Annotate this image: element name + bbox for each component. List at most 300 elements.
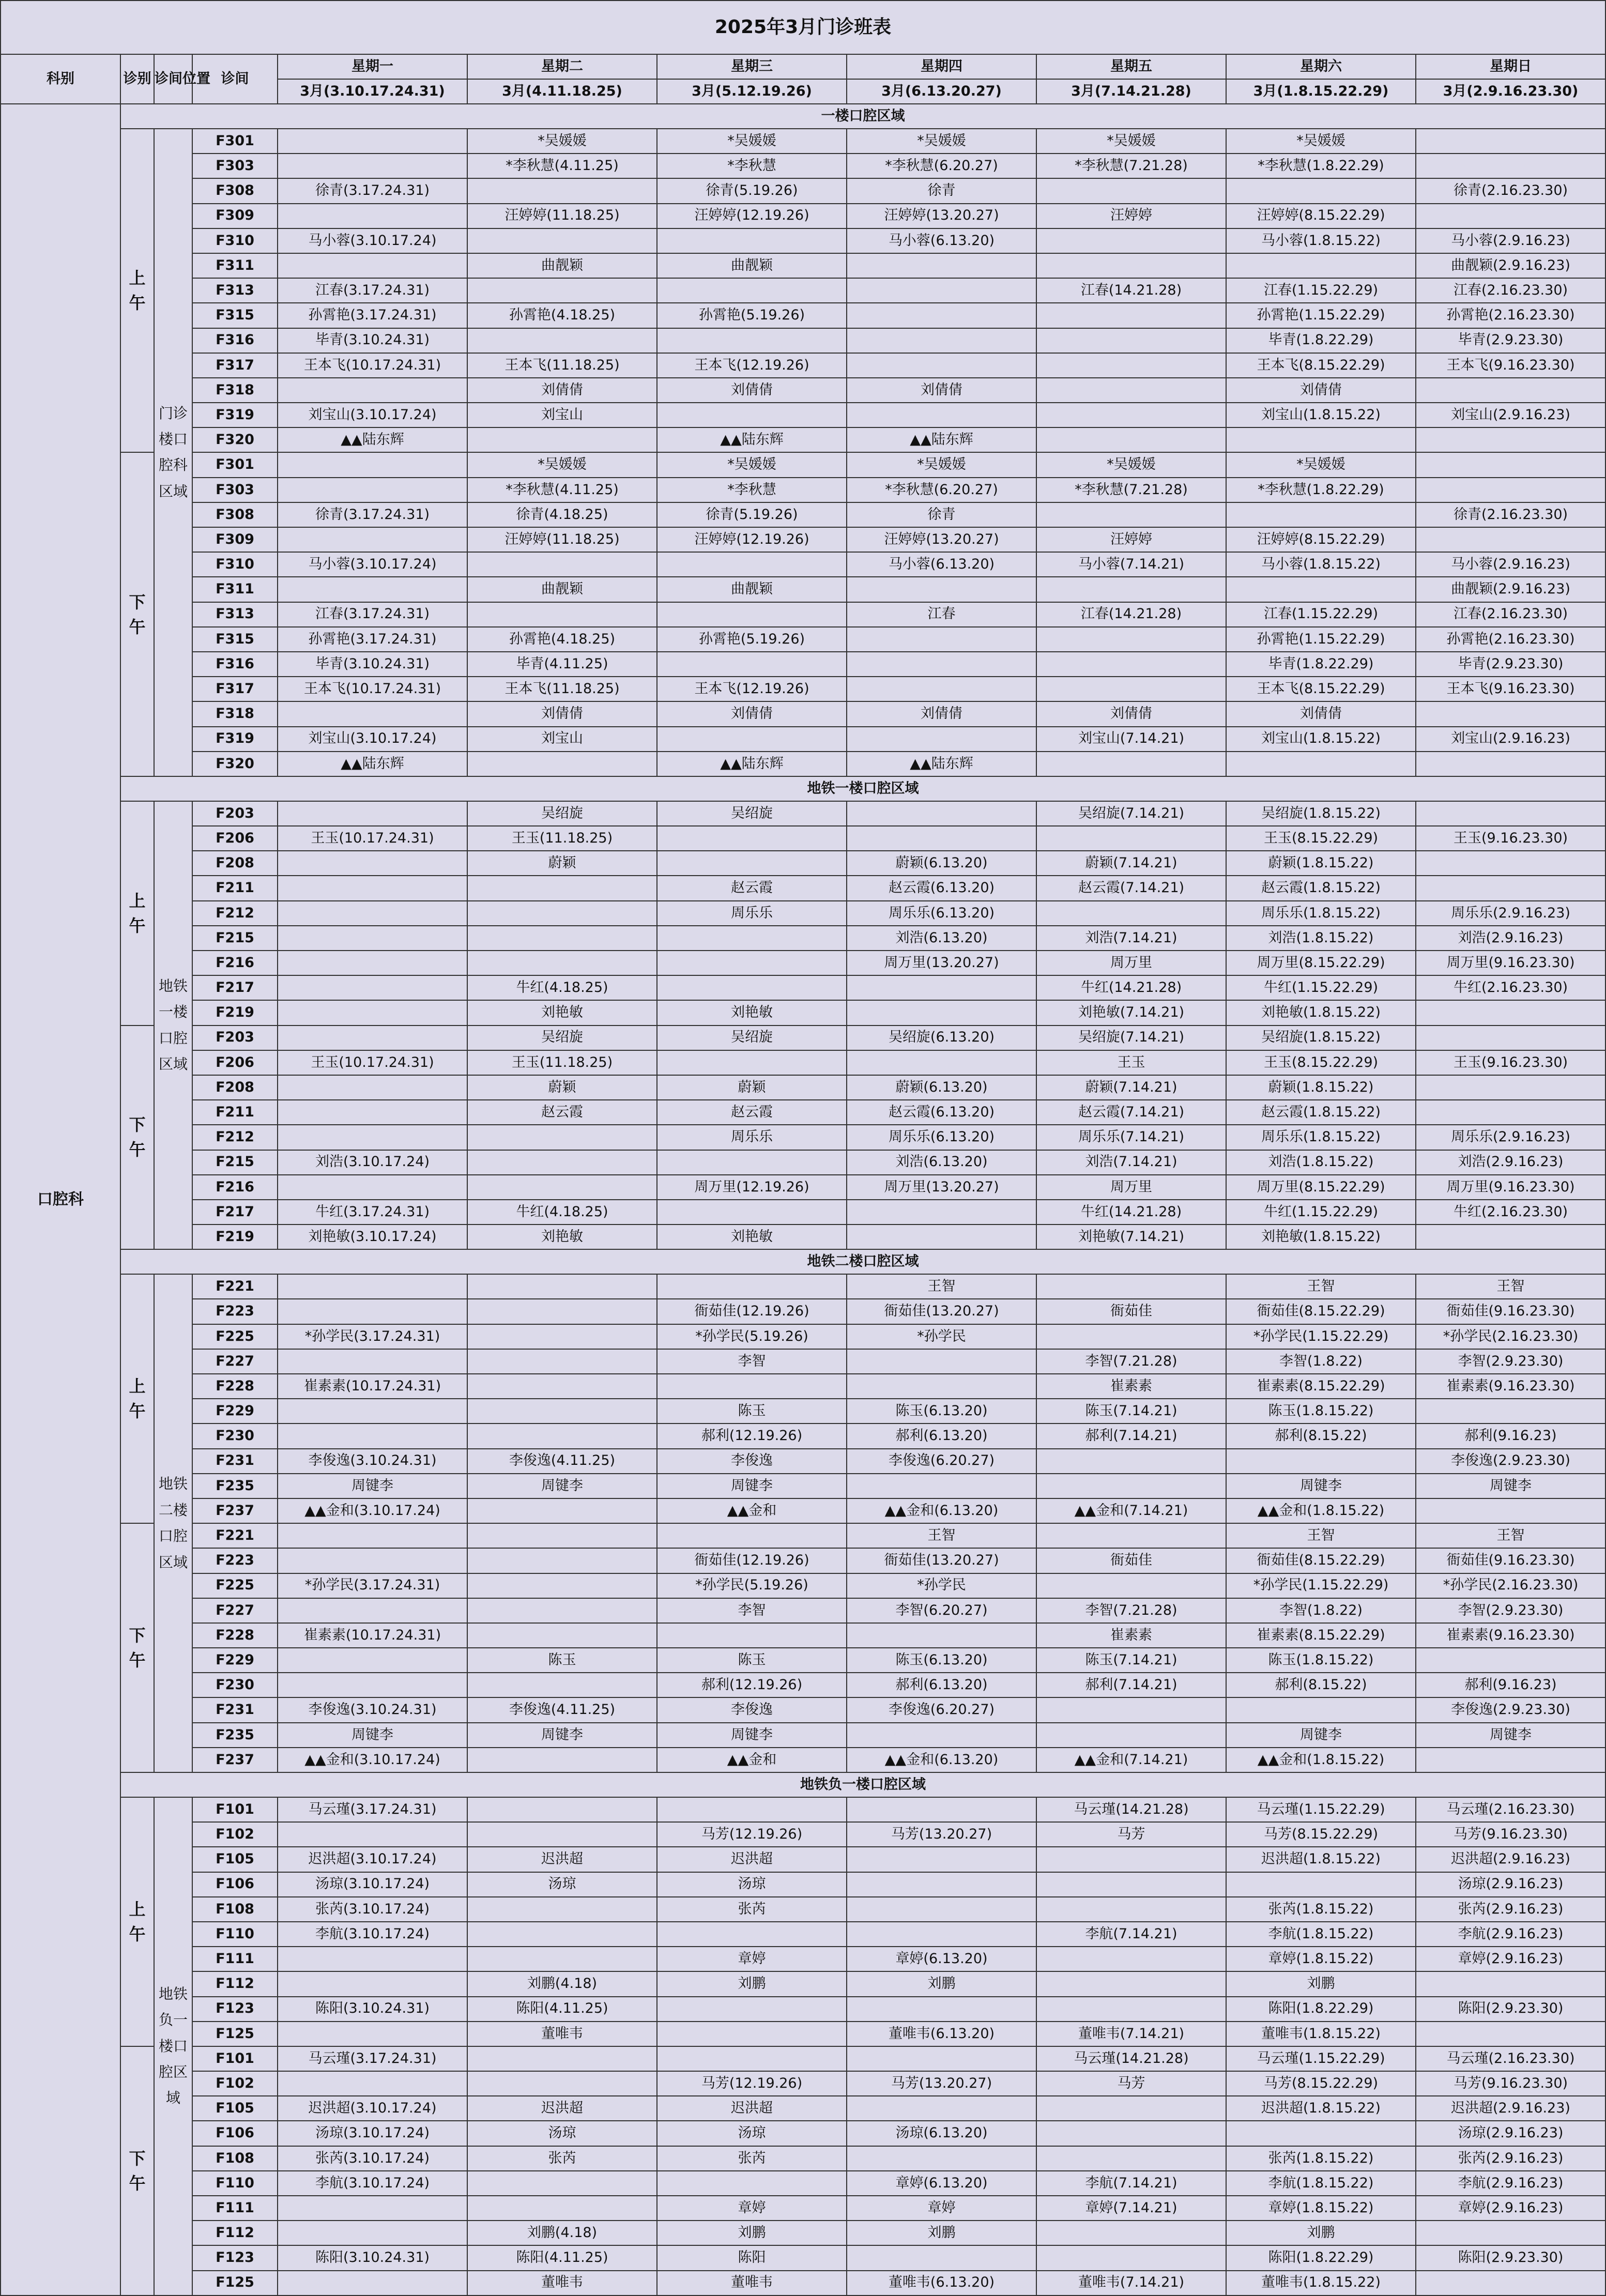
doctor-cell	[467, 752, 657, 776]
table-row	[1, 353, 1605, 378]
room-cell: F221	[192, 1274, 278, 1299]
doctor-cell: 马小蓉(1.8.15.22)	[1226, 552, 1416, 577]
doctor-cell	[1036, 228, 1226, 253]
doctor-cell	[467, 876, 657, 900]
doctor-cell: 衙茹佳(8.15.22.29)	[1226, 1548, 1416, 1573]
doctor-cell: 郝利(12.19.26)	[657, 1423, 847, 1448]
header-day-dates: 3月(1.8.15.22.29)	[1226, 79, 1416, 104]
room-cell: F108	[192, 1897, 278, 1922]
doctor-cell: 江春(2.16.23.30)	[1416, 278, 1605, 303]
room-cell: F301	[192, 452, 278, 477]
table-row	[1, 1374, 1605, 1399]
doctor-cell	[847, 1050, 1036, 1075]
doctor-cell	[278, 926, 467, 951]
room-cell: F228	[192, 1374, 278, 1399]
doctor-cell	[467, 1748, 657, 1772]
doctor-cell: 迟洪超	[467, 2096, 657, 2121]
doctor-cell	[278, 1523, 467, 1548]
doctor-cell	[1416, 427, 1605, 452]
doctor-cell	[1036, 1997, 1226, 2022]
room-cell: F125	[192, 2022, 278, 2046]
doctor-cell: 崔素素(9.16.23.30)	[1416, 1374, 1605, 1399]
table-row	[1, 552, 1605, 577]
doctor-cell: 周万里(9.16.23.30)	[1416, 1175, 1605, 1200]
table-row	[1, 2271, 1605, 2295]
doctor-cell	[467, 1623, 657, 1648]
session-label: 上午	[120, 1274, 154, 1523]
doctor-cell	[278, 1947, 467, 1971]
doctor-cell	[467, 2046, 657, 2071]
doctor-cell: 牛红(2.16.23.30)	[1416, 1200, 1605, 1224]
doctor-cell: ▲▲陆东辉	[278, 427, 467, 452]
room-cell: F217	[192, 975, 278, 1000]
doctor-cell: 徐青(4.18.25)	[467, 502, 657, 527]
doctor-cell: ▲▲金和(3.10.17.24)	[278, 1748, 467, 1772]
doctor-cell: 李俊逸(4.11.25)	[467, 1449, 657, 1474]
doctor-cell: 汪婷婷	[1036, 527, 1226, 552]
doctor-cell	[847, 303, 1036, 328]
table-row	[1, 2046, 1605, 2071]
doctor-cell: *吴媛媛	[467, 129, 657, 154]
table-row	[1, 452, 1605, 477]
room-cell: F313	[192, 602, 278, 627]
doctor-cell	[1036, 1573, 1226, 1598]
doctor-cell: 孙霄艳(3.17.24.31)	[278, 303, 467, 328]
room-cell: F223	[192, 1299, 278, 1324]
doctor-cell: 王本飞(11.18.25)	[467, 677, 657, 701]
doctor-cell	[1416, 1748, 1605, 1772]
doctor-cell: 马云瑾(14.21.28)	[1036, 1797, 1226, 1822]
doctor-cell: 吴绍旋	[467, 1025, 657, 1050]
doctor-cell: 刘鹏	[847, 1971, 1036, 1996]
doctor-cell: 马小蓉(3.10.17.24)	[278, 228, 467, 253]
location-cell: 地铁一楼口腔区域	[154, 801, 192, 1249]
doctor-cell: 汤琼	[467, 1872, 657, 1897]
doctor-cell: 赵云霞	[657, 876, 847, 900]
doctor-cell	[1416, 129, 1605, 154]
doctor-cell: 江春(1.15.22.29)	[1226, 278, 1416, 303]
doctor-cell: 刘艳敏(1.8.15.22)	[1226, 1000, 1416, 1025]
header-location: 诊间位置	[154, 54, 192, 104]
table-row	[1, 1723, 1605, 1748]
doctor-cell	[467, 1673, 657, 1697]
room-cell: F301	[192, 129, 278, 154]
room-cell: F229	[192, 1399, 278, 1423]
doctor-cell	[1226, 253, 1416, 278]
doctor-cell: 刘宝山(1.8.15.22)	[1226, 727, 1416, 752]
doctor-cell: 江春(3.17.24.31)	[278, 602, 467, 627]
room-cell: F102	[192, 1822, 278, 1847]
doctor-cell	[1416, 876, 1605, 900]
doctor-cell	[1036, 353, 1226, 378]
doctor-cell	[847, 1922, 1036, 1947]
doctor-cell: *孙学民(5.19.26)	[657, 1324, 847, 1349]
table-row	[1, 1598, 1605, 1623]
room-cell: F111	[192, 2196, 278, 2221]
doctor-cell: 李航(3.10.17.24)	[278, 2171, 467, 2196]
doctor-cell	[467, 1548, 657, 1573]
doctor-cell: 毕青(4.11.25)	[467, 652, 657, 677]
doctor-cell	[467, 1274, 657, 1299]
doctor-cell	[1416, 1971, 1605, 1996]
room-cell: F237	[192, 1498, 278, 1523]
doctor-cell: 迟洪超(2.9.16.23)	[1416, 2096, 1605, 2121]
table-row	[1, 1971, 1605, 1996]
doctor-cell	[1036, 627, 1226, 652]
doctor-cell: 陈阳	[657, 2245, 847, 2270]
doctor-cell	[278, 1299, 467, 1324]
table-row	[1, 677, 1605, 701]
doctor-cell	[1036, 577, 1226, 602]
room-cell: F212	[192, 1125, 278, 1150]
room-cell: F309	[192, 204, 278, 228]
doctor-cell	[278, 2271, 467, 2295]
room-cell: F227	[192, 1598, 278, 1623]
table-row	[1, 1324, 1605, 1349]
doctor-cell	[1416, 452, 1605, 477]
room-cell: F105	[192, 2096, 278, 2121]
doctor-cell: 陈阳(4.11.25)	[467, 1997, 657, 2022]
table-row	[1, 602, 1605, 627]
doctor-cell: 章婷	[847, 2196, 1036, 2221]
room-cell: F303	[192, 478, 278, 502]
doctor-cell	[278, 1000, 467, 1025]
doctor-cell: 迟洪超(1.8.15.22)	[1226, 1847, 1416, 1872]
doctor-cell: 刘艳敏(3.10.17.24)	[278, 1224, 467, 1249]
doctor-cell	[847, 1797, 1036, 1822]
doctor-cell: 崔素素	[1036, 1374, 1226, 1399]
doctor-cell: 李智(1.8.22)	[1226, 1598, 1416, 1623]
table-row	[1, 403, 1605, 427]
table-row	[1, 1423, 1605, 1448]
room-cell: F230	[192, 1673, 278, 1697]
doctor-cell	[467, 1523, 657, 1548]
doctor-cell	[278, 1971, 467, 1996]
doctor-cell: 马云瑾(14.21.28)	[1036, 2046, 1226, 2071]
doctor-cell: 马云瑾(2.16.23.30)	[1416, 2046, 1605, 2071]
doctor-cell	[1416, 154, 1605, 178]
doctor-cell: 吴绍旋	[657, 1025, 847, 1050]
doctor-cell	[278, 1399, 467, 1423]
table-row	[1, 577, 1605, 602]
doctor-cell	[657, 1050, 847, 1075]
doctor-cell: ▲▲陆东辉	[657, 752, 847, 776]
doctor-cell	[657, 727, 847, 752]
doctor-cell: 陈阳(1.8.22.29)	[1226, 1997, 1416, 2022]
header-room: 诊间	[192, 54, 278, 104]
doctor-cell: 张芮(2.9.16.23)	[1416, 2146, 1605, 2171]
doctor-cell: 刘宝山(1.8.15.22)	[1226, 403, 1416, 427]
doctor-cell	[278, 2022, 467, 2046]
doctor-cell	[1036, 178, 1226, 203]
doctor-cell	[1416, 478, 1605, 502]
doctor-cell: 章婷(1.8.15.22)	[1226, 1947, 1416, 1971]
doctor-cell: 王本飞(9.16.23.30)	[1416, 353, 1605, 378]
table-row	[1, 502, 1605, 527]
doctor-cell: 张芮	[657, 1897, 847, 1922]
doctor-cell	[278, 1648, 467, 1673]
table-row	[1, 826, 1605, 851]
doctor-cell	[278, 1125, 467, 1150]
doctor-cell: 孙霄艳(1.15.22.29)	[1226, 627, 1416, 652]
doctor-cell: 汤琼(6.13.20)	[847, 2121, 1036, 2146]
doctor-cell	[657, 1150, 847, 1175]
doctor-cell: 汤琼	[657, 1872, 847, 1897]
doctor-cell: 江春(1.15.22.29)	[1226, 602, 1416, 627]
doctor-cell: 蔚颖(1.8.15.22)	[1226, 851, 1416, 876]
doctor-cell: 周键李	[278, 1723, 467, 1748]
doctor-cell: 刘浩(6.13.20)	[847, 926, 1036, 951]
doctor-cell	[847, 1374, 1036, 1399]
doctor-cell: 张芮(2.9.16.23)	[1416, 1897, 1605, 1922]
room-cell: F308	[192, 178, 278, 203]
doctor-cell: 周键李	[1416, 1723, 1605, 1748]
doctor-cell	[847, 652, 1036, 677]
doctor-cell	[467, 1175, 657, 1200]
doctor-cell	[1226, 178, 1416, 203]
doctor-cell: 陈玉	[467, 1648, 657, 1673]
doctor-cell	[278, 1548, 467, 1573]
table-row	[1, 1224, 1605, 1249]
doctor-cell: 周键李	[1416, 1474, 1605, 1498]
doctor-cell: ▲▲金和(6.13.20)	[847, 1748, 1036, 1772]
doctor-cell	[1226, 1697, 1416, 1722]
doctor-cell: 赵云霞(1.8.15.22)	[1226, 876, 1416, 900]
table-row	[1, 727, 1605, 752]
doctor-cell	[1036, 1449, 1226, 1474]
doctor-cell: *孙学民(2.16.23.30)	[1416, 1324, 1605, 1349]
doctor-cell: 衙茹佳	[1036, 1299, 1226, 1324]
doctor-cell	[467, 901, 657, 926]
doctor-cell	[278, 1349, 467, 1374]
doctor-cell: 蔚颖(7.14.21)	[1036, 851, 1226, 876]
doctor-cell: 王玉(9.16.23.30)	[1416, 826, 1605, 851]
room-cell: F216	[192, 951, 278, 975]
doctor-cell: 董唯韦(1.8.15.22)	[1226, 2271, 1416, 2295]
doctor-cell: 蔚颖(6.13.20)	[847, 851, 1036, 876]
doctor-cell: 刘鹏(4.18)	[467, 2221, 657, 2245]
doctor-cell: *李秋慧	[657, 154, 847, 178]
dept-cell: 口腔科	[1, 104, 120, 2295]
table-row	[1, 951, 1605, 975]
doctor-cell	[1036, 378, 1226, 403]
doctor-cell	[278, 876, 467, 900]
doctor-cell: 蔚颖	[467, 1075, 657, 1100]
doctor-cell: 王本飞(8.15.22.29)	[1226, 677, 1416, 701]
doctor-cell: 周键李	[467, 1474, 657, 1498]
doctor-cell: 毕青(1.8.22.29)	[1226, 328, 1416, 353]
doctor-cell	[467, 228, 657, 253]
doctor-cell: 蔚颖(7.14.21)	[1036, 1075, 1226, 1100]
location-cell: 地铁二楼口腔区域	[154, 1274, 192, 1772]
doctor-cell: 刘宝山	[467, 727, 657, 752]
doctor-cell	[278, 901, 467, 926]
doctor-cell	[847, 253, 1036, 278]
doctor-cell: 江春(2.16.23.30)	[1416, 602, 1605, 627]
doctor-cell	[1226, 752, 1416, 776]
doctor-cell	[657, 975, 847, 1000]
table-row	[1, 1697, 1605, 1722]
doctor-cell: 孙霄艳(4.18.25)	[467, 627, 657, 652]
doctor-cell	[1036, 1324, 1226, 1349]
doctor-cell: 汤琼(3.10.17.24)	[278, 2121, 467, 2146]
doctor-cell: 蔚颖	[467, 851, 657, 876]
doctor-cell: 汤琼	[467, 2121, 657, 2146]
doctor-cell: 刘艳敏	[467, 1224, 657, 1249]
doctor-cell: 汪婷婷(13.20.27)	[847, 204, 1036, 228]
doctor-cell: 周乐乐(6.13.20)	[847, 1125, 1036, 1150]
doctor-cell: 李航(1.8.15.22)	[1226, 2171, 1416, 2196]
doctor-cell: 曲靓颖	[467, 577, 657, 602]
room-cell: F231	[192, 1449, 278, 1474]
room-cell: F320	[192, 427, 278, 452]
doctor-cell: 王玉(10.17.24.31)	[278, 1050, 467, 1075]
header-day-name: 星期三	[657, 54, 847, 79]
doctor-cell: 徐青(3.17.24.31)	[278, 502, 467, 527]
doctor-cell: 李俊逸(3.10.24.31)	[278, 1449, 467, 1474]
doctor-cell	[1036, 1697, 1226, 1722]
room-cell: F216	[192, 1175, 278, 1200]
doctor-cell	[1226, 2121, 1416, 2146]
doctor-cell	[278, 1598, 467, 1623]
doctor-cell: 王本飞(12.19.26)	[657, 677, 847, 701]
doctor-cell	[278, 253, 467, 278]
doctor-cell: *吴媛媛	[847, 452, 1036, 477]
doctor-cell	[1416, 1224, 1605, 1249]
doctor-cell: 刘倩倩	[467, 378, 657, 403]
room-cell: F318	[192, 701, 278, 726]
doctor-cell	[657, 1523, 847, 1548]
doctor-cell	[657, 1274, 847, 1299]
doctor-cell	[847, 2245, 1036, 2270]
doctor-cell	[1036, 2221, 1226, 2245]
doctor-cell: 汪婷婷(8.15.22.29)	[1226, 527, 1416, 552]
doctor-cell: 周万里(9.16.23.30)	[1416, 951, 1605, 975]
room-cell: F219	[192, 1224, 278, 1249]
doctor-cell: 陈玉(6.13.20)	[847, 1399, 1036, 1423]
doctor-cell	[657, 1200, 847, 1224]
doctor-cell: 汪婷婷(11.18.25)	[467, 204, 657, 228]
doctor-cell: 王智	[1226, 1274, 1416, 1299]
doctor-cell: 刘宝山(3.10.17.24)	[278, 403, 467, 427]
doctor-cell: 章婷(2.9.16.23)	[1416, 1947, 1605, 1971]
doctor-cell: 徐青	[847, 178, 1036, 203]
doctor-cell: 迟洪超(3.10.17.24)	[278, 1847, 467, 1872]
doctor-cell: *吴媛媛	[467, 452, 657, 477]
doctor-cell: 刘倩倩	[847, 701, 1036, 726]
doctor-cell: 崔素素	[1036, 1623, 1226, 1648]
table-row	[1, 1822, 1605, 1847]
doctor-cell: 牛红(14.21.28)	[1036, 1200, 1226, 1224]
doctor-cell: 徐青(5.19.26)	[657, 502, 847, 527]
doctor-cell: 张芮	[657, 2146, 847, 2171]
room-cell: F303	[192, 154, 278, 178]
doctor-cell: 汤琼	[657, 2121, 847, 2146]
table-row	[1, 1349, 1605, 1374]
doctor-cell: 毕青(3.10.24.31)	[278, 652, 467, 677]
doctor-cell: 刘倩倩	[1226, 378, 1416, 403]
doctor-cell: *吴媛媛	[657, 452, 847, 477]
doctor-cell	[657, 602, 847, 627]
room-cell: F319	[192, 727, 278, 752]
doctor-cell: 吴绍旋(7.14.21)	[1036, 1025, 1226, 1050]
doctor-cell: 马云瑾(2.16.23.30)	[1416, 1797, 1605, 1822]
doctor-cell: 刘鹏	[1226, 1971, 1416, 1996]
doctor-cell: 周乐乐	[657, 1125, 847, 1150]
doctor-cell: 刘鹏	[847, 2221, 1036, 2245]
doctor-cell	[657, 1922, 847, 1947]
doctor-cell	[847, 1623, 1036, 1648]
doctor-cell	[467, 951, 657, 975]
doctor-cell	[278, 577, 467, 602]
doctor-cell: 曲靓颖	[657, 577, 847, 602]
doctor-cell: 牛红(4.18.25)	[467, 1200, 657, 1224]
doctor-cell: 汤琼(2.9.16.23)	[1416, 1872, 1605, 1897]
doctor-cell: *孙学民(2.16.23.30)	[1416, 1573, 1605, 1598]
doctor-cell: 衙茹佳(13.20.27)	[847, 1548, 1036, 1573]
doctor-cell: 马小蓉(6.13.20)	[847, 228, 1036, 253]
doctor-cell: 汪婷婷(8.15.22.29)	[1226, 204, 1416, 228]
room-cell: F235	[192, 1474, 278, 1498]
doctor-cell: 周乐乐(2.9.16.23)	[1416, 1125, 1605, 1150]
table-row	[1, 328, 1605, 353]
doctor-cell: 陈阳(2.9.23.30)	[1416, 1997, 1605, 2022]
doctor-cell: 汪婷婷	[1036, 204, 1226, 228]
room-cell: F319	[192, 403, 278, 427]
doctor-cell	[278, 1274, 467, 1299]
doctor-cell: 李航(1.8.15.22)	[1226, 1922, 1416, 1947]
room-cell: F223	[192, 1548, 278, 1573]
header-day-name: 星期五	[1036, 54, 1226, 79]
doctor-cell: 周万里(13.20.27)	[847, 1175, 1036, 1200]
doctor-cell: 牛红(2.16.23.30)	[1416, 975, 1605, 1000]
doctor-cell: 迟洪超	[467, 1847, 657, 1872]
doctor-cell: 陈玉	[657, 1648, 847, 1673]
doctor-cell: 崔素素(8.15.22.29)	[1226, 1374, 1416, 1399]
doctor-cell: 郝利(6.13.20)	[847, 1673, 1036, 1697]
table-row	[1, 478, 1605, 502]
doctor-cell	[847, 2146, 1036, 2171]
doctor-cell: 徐青(3.17.24.31)	[278, 178, 467, 203]
doctor-cell: 李智(7.21.28)	[1036, 1349, 1226, 1374]
doctor-cell	[657, 278, 847, 303]
doctor-cell: 马小蓉(2.9.16.23)	[1416, 552, 1605, 577]
doctor-cell: 刘艳敏(7.14.21)	[1036, 1224, 1226, 1249]
doctor-cell: 董唯韦(7.14.21)	[1036, 2022, 1226, 2046]
doctor-cell	[278, 851, 467, 876]
table-row	[1, 1673, 1605, 1697]
room-cell: F308	[192, 502, 278, 527]
doctor-cell	[847, 1224, 1036, 1249]
doctor-cell: 吴绍旋(1.8.15.22)	[1226, 1025, 1416, 1050]
room-cell: F316	[192, 328, 278, 353]
doctor-cell	[467, 1374, 657, 1399]
doctor-cell: 王智	[1226, 1523, 1416, 1548]
doctor-cell	[467, 2196, 657, 2221]
room-cell: F310	[192, 552, 278, 577]
doctor-cell: 董唯韦(6.13.20)	[847, 2271, 1036, 2295]
doctor-cell: 李智(2.9.23.30)	[1416, 1349, 1605, 1374]
doctor-cell: 江春(14.21.28)	[1036, 602, 1226, 627]
section-title: 一楼口腔区域	[120, 104, 1605, 129]
doctor-cell: 郝利(7.14.21)	[1036, 1673, 1226, 1697]
doctor-cell	[1416, 2022, 1605, 2046]
section-header-row	[1, 776, 1605, 801]
doctor-cell: 曲靓颖	[657, 253, 847, 278]
doctor-cell	[467, 1423, 657, 1448]
table-row	[1, 228, 1605, 253]
doctor-cell: ▲▲金和(3.10.17.24)	[278, 1498, 467, 1523]
